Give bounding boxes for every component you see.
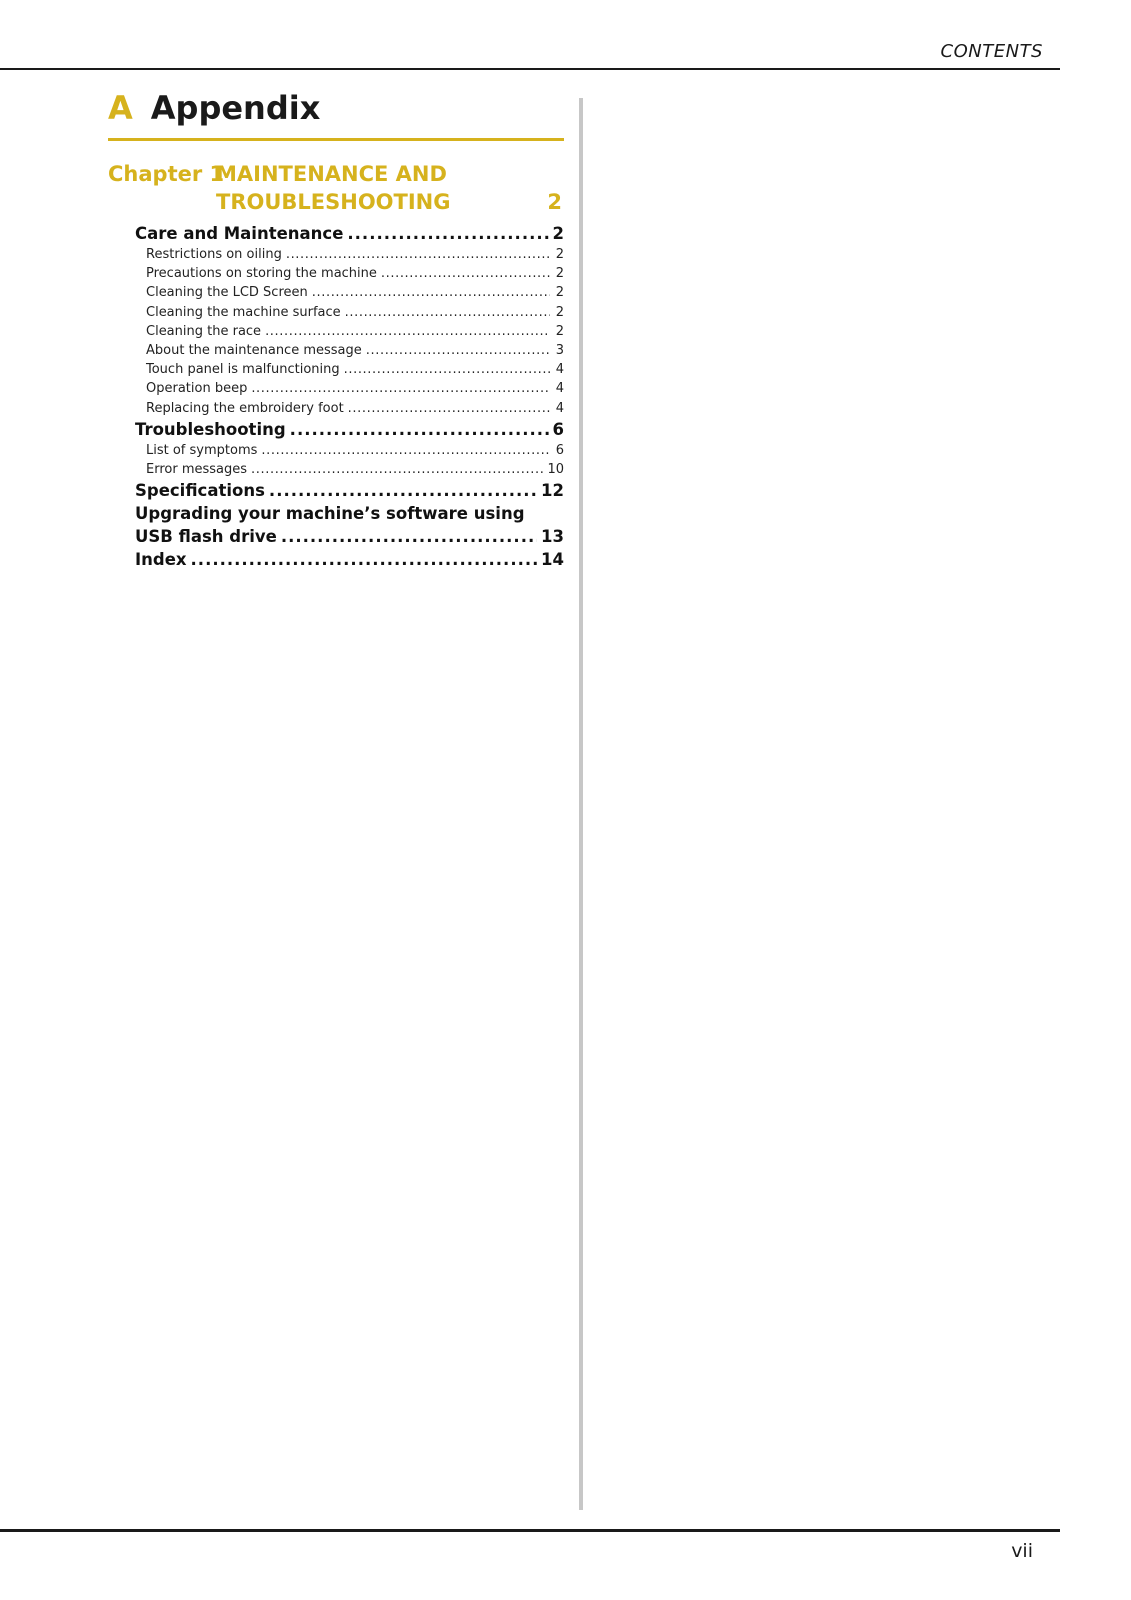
dot-leader <box>366 341 550 360</box>
section-name: Appendix <box>150 89 321 127</box>
toc-subentry-label: List of symptoms <box>146 442 258 458</box>
toc-subentry-page: 2 <box>555 285 564 301</box>
toc-subentry-label: Precautions on storing the machine <box>146 266 377 282</box>
toc-subentry-error-messages[interactable] <box>108 460 564 479</box>
chapter-title-line1: MAINTENANCE AND <box>216 162 447 186</box>
dot-leader <box>290 418 549 441</box>
dot-leader <box>345 303 550 322</box>
chapter-title-line2: TROUBLESHOOTING <box>216 190 451 214</box>
toc-entry-page: 2 <box>552 224 564 243</box>
header-rule <box>0 68 1060 70</box>
toc-entry-upgrading-software[interactable] <box>108 502 564 548</box>
chapter-number: Chapter 1 <box>108 162 225 186</box>
toc-entry-specifications[interactable] <box>108 479 564 502</box>
toc-subentry-page: 3 <box>555 343 564 359</box>
dot-leader <box>251 379 550 398</box>
toc-entry-troubleshooting[interactable] <box>108 418 564 441</box>
dot-leader <box>281 525 537 548</box>
toc-subentry-page: 2 <box>555 266 564 282</box>
toc-subentry-replacing-embroidery-foot[interactable] <box>108 399 564 418</box>
toc-subentry-operation-beep[interactable] <box>108 379 564 398</box>
chapter-heading[interactable] <box>108 160 564 216</box>
toc-subentry-maintenance-message[interactable] <box>108 341 564 360</box>
toc-subentry-cleaning-race[interactable] <box>108 322 564 341</box>
toc-entry-page: 14 <box>541 550 564 570</box>
footer-rule <box>0 1529 1060 1532</box>
toc-subentry-page: 2 <box>555 323 564 339</box>
toc-subentry-precautions-on-storing[interactable] <box>108 264 564 283</box>
toc-subentry-page: 10 <box>547 462 564 478</box>
section-letter: A <box>108 89 133 127</box>
toc-entry-label: Care and Maintenance <box>135 224 344 243</box>
chapter-page: 2 <box>547 190 562 214</box>
dot-leader <box>312 283 550 302</box>
toc-entry-page: 13 <box>541 527 564 547</box>
toc-entry-label-line2: USB flash drive <box>135 527 277 547</box>
toc-subentry-page: 2 <box>555 304 564 320</box>
dot-leader <box>347 222 548 245</box>
toc-entry-page: 6 <box>552 419 564 439</box>
page-number: vii <box>1011 1540 1033 1562</box>
toc-subentry-label: Cleaning the LCD Screen <box>146 285 308 301</box>
toc-subentry-page: 6 <box>555 442 564 458</box>
toc-subentry-page: 2 <box>555 247 564 262</box>
dot-leader <box>191 548 538 571</box>
toc-entry-label: Specifications <box>135 481 265 501</box>
toc-entry-care-and-maintenance[interactable] <box>108 222 564 245</box>
toc-subentry-cleaning-lcd-screen[interactable] <box>108 283 564 302</box>
toc-subentry-label: Touch panel is malfunctioning <box>146 362 340 378</box>
dot-leader <box>269 479 537 502</box>
toc-subentry-label: Restrictions on oiling <box>146 247 282 262</box>
toc-subentry-page: 4 <box>555 381 564 397</box>
toc-subentry-page: 4 <box>555 400 564 416</box>
running-header: CONTENTS <box>940 41 1043 62</box>
dot-leader <box>344 360 550 379</box>
dot-leader <box>381 264 550 283</box>
toc-entry-page: 12 <box>541 481 564 501</box>
dot-leader <box>251 460 543 479</box>
dot-leader <box>261 441 550 460</box>
toc-subentry-label: Operation beep <box>146 381 248 397</box>
toc-entry-index[interactable] <box>108 548 564 571</box>
toc-entry-label-line1: Upgrading your machine’s software using <box>135 504 525 524</box>
toc-entry-label: Index <box>135 550 187 570</box>
toc-subentry-cleaning-machine-surface[interactable] <box>108 303 564 322</box>
dot-leader <box>265 322 550 341</box>
table-of-contents <box>108 160 564 571</box>
section-title <box>108 86 564 141</box>
toc-subentry-label: Cleaning the machine surface <box>146 304 341 320</box>
column-divider <box>579 98 583 1510</box>
toc-subentry-touch-panel[interactable] <box>108 360 564 379</box>
toc-subentry-list-of-symptoms[interactable] <box>108 441 564 460</box>
toc-subentry-label: About the maintenance message <box>146 343 362 359</box>
dot-leader <box>286 245 550 264</box>
toc-subentry-label: Replacing the embroidery foot <box>146 400 344 416</box>
toc-subentry-page: 4 <box>555 362 564 378</box>
toc-subentry-label: Error messages <box>146 462 248 478</box>
toc-entry-label: Troubleshooting <box>135 419 286 439</box>
toc-subentry-restrictions-on-oiling[interactable] <box>108 245 564 264</box>
dot-leader <box>348 399 550 418</box>
toc-subentry-label: Cleaning the race <box>146 323 262 339</box>
